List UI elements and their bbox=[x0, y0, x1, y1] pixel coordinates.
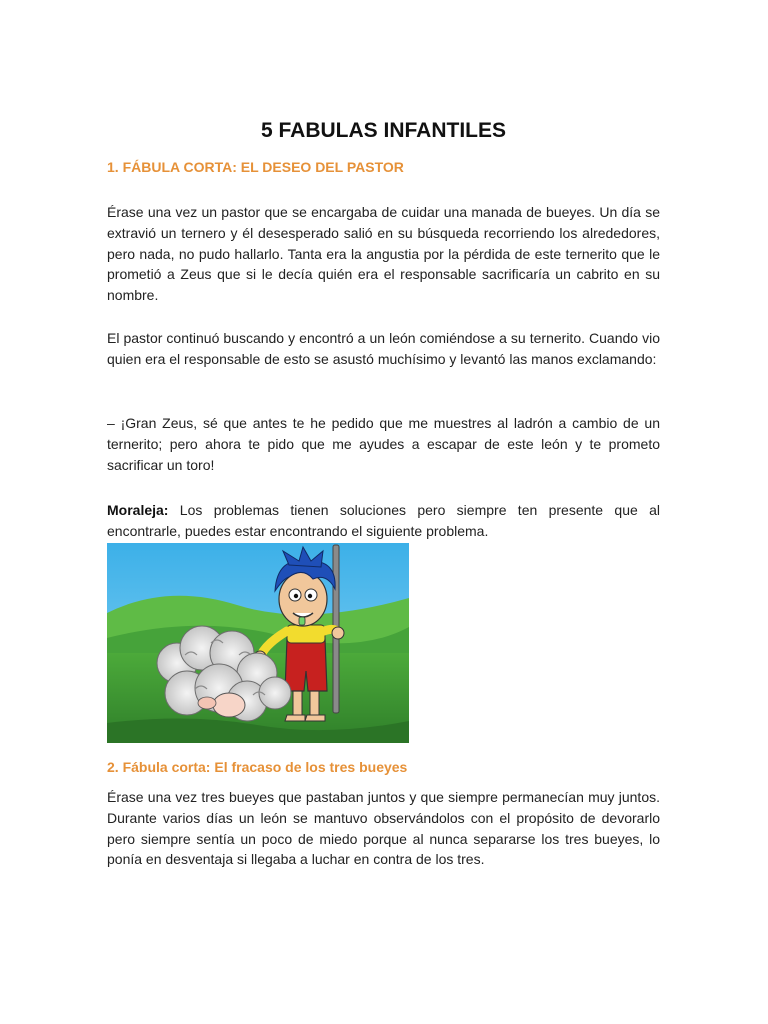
sheep-face bbox=[213, 693, 245, 717]
moral-label: Moraleja: bbox=[107, 502, 169, 518]
fable2-paragraph-1: Érase una vez tres bueyes que pastaban juntos y que siempre permanecían muy juntos. Durante varios días un león se mantuvo observándolos con el propósito de devorarlo pero siempre sentía un poco de miedo porque al nunca separarse los tres bueyes, lo ponía en desventaja si llegaba a luchar en contra de los tres. bbox=[107, 789, 660, 868]
fable1-paragraph-1: Érase una vez un pastor que se encargaba de cuidar una manada de bueyes. Un día se extravió un ternero y él desesperado salió en su búsqueda recorriendo los alrededores, pero nada, no pudo hallarlo. Tanta era la angustia por la pérdida de este ternerito que le prometió a Zeus que si le decía quién era el responsable sacrificaría un cabrito en su nombre. bbox=[107, 204, 660, 304]
moral-text: Los problemas tienen soluciones pero siempre ten presente que al encontrarle, puedes estar encontrando el siguiente problema. bbox=[107, 502, 660, 539]
fable1-moral bbox=[107, 500, 660, 542]
document-title: 5 FABULAS INFANTILES bbox=[260, 119, 507, 142]
fable1-paragraph-2: El pastor continuó buscando y encontró a un león comiéndose a su ternerito. Cuando vio quien era el responsable de esto se asustó muchísimo y levantó las manos exclamando: bbox=[107, 330, 660, 367]
shepherd-boy-with-sheep-illustration bbox=[107, 543, 409, 743]
fable2-heading: 2. Fábula corta: El fracaso de los tres bueyes bbox=[107, 759, 408, 775]
fable1-paragraph-3: – ¡Gran Zeus, sé que antes te he pedido que me muestres al ladrón a cambio de un ternerito; pero ahora te pido que me ayudes a escapar de este león y te prometo sacrificar un toro! bbox=[107, 415, 660, 473]
fable1-heading: 1. FÁBULA CORTA: EL DESEO DEL PASTOR bbox=[107, 159, 404, 175]
